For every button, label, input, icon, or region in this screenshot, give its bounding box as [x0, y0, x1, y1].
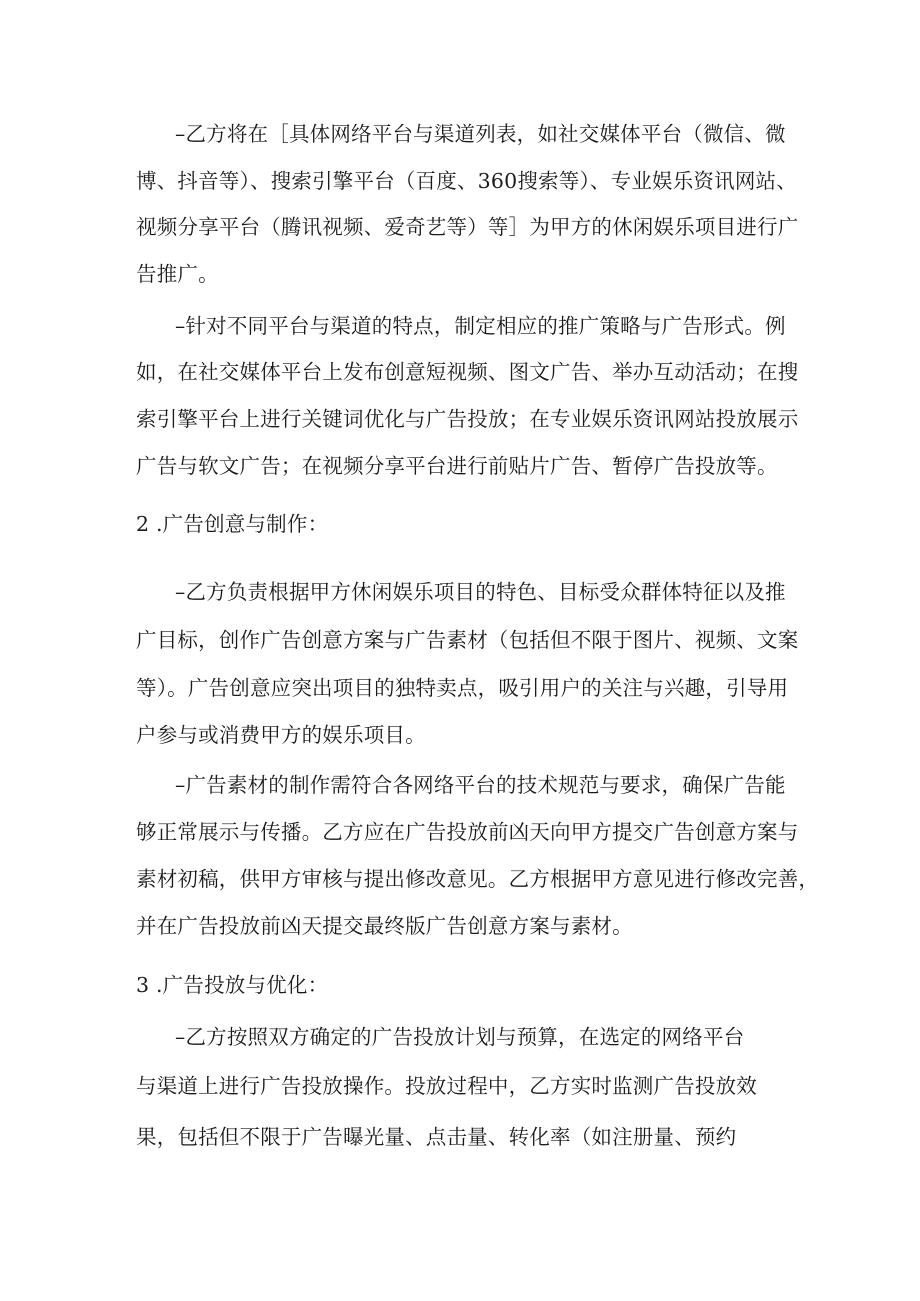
- paragraph-line: –针对不同平台与渠道的特点，制定相应的推广策略与广告形式。例: [175, 314, 786, 338]
- paragraph-line: 与渠道上进行广告投放操作。投放过程中，乙方实时监测广告投放效: [136, 1074, 757, 1098]
- section-heading: 3 .广告投放与优化：: [136, 973, 329, 997]
- paragraph-line: 够正常展示与传播。乙方应在广告投放前凶天向甲方提交广告创意方案与: [136, 820, 799, 844]
- paragraph-line: –乙方按照双方确定的广告投放计划与预算，在选定的网络平台: [175, 1025, 745, 1049]
- paragraph-line: 素材初稿，供甲方审核与提出修改意见。乙方根据甲方意见进行修改完善，: [136, 867, 820, 891]
- paragraph-line: 如，在社交媒体平台上发布创意短视频、图文广告、举办互动活动；在搜: [136, 360, 799, 384]
- paragraph-line: 告推广。: [136, 262, 219, 286]
- paragraph-line: 果，包括但不限于广告曝光量、点击量、转化率（如注册量、预约: [136, 1125, 737, 1149]
- paragraph-line: 索引擎平台上进行关键词优化与广告投放；在专业娱乐资讯网站投放展示: [136, 407, 799, 431]
- paragraph-line: –乙方将在［具体网络平台与渠道列表，如社交媒体平台（微信、微: [175, 122, 786, 146]
- paragraph-line: 并在广告投放前凶天提交最终版广告创意方案与素材。: [136, 914, 633, 938]
- paragraph-line: 广目标，创作广告创意方案与广告素材（包括但不限于图片、视频、文案: [136, 628, 799, 652]
- paragraph-line: 博、抖音等）、搜索引擎平台（百度、360搜索等）、专业娱乐资讯网站、: [136, 169, 797, 193]
- paragraph-line: –广告素材的制作需符合各网络平台的技术规范与要求，确保广告能: [175, 773, 786, 797]
- paragraph-line: 视频分享平台（腾讯视频、爱奇艺等）等］为甲方的休闲娱乐项目进行广: [136, 215, 799, 239]
- section-heading: 2 .广告创意与制作：: [136, 512, 329, 536]
- paragraph-line: –乙方负责根据甲方休闲娱乐项目的特色、目标受众群体特征以及推: [175, 580, 786, 604]
- paragraph-line: 户参与或消费甲方的娱乐项目。: [136, 723, 426, 747]
- paragraph-line: 广告与软文广告；在视频分享平台进行前贴片广告、暂停广告投放等。: [136, 454, 778, 478]
- paragraph-line: 等）。广告创意应突出项目的独特卖点，吸引用户的关注与兴趣，引导用: [136, 676, 789, 700]
